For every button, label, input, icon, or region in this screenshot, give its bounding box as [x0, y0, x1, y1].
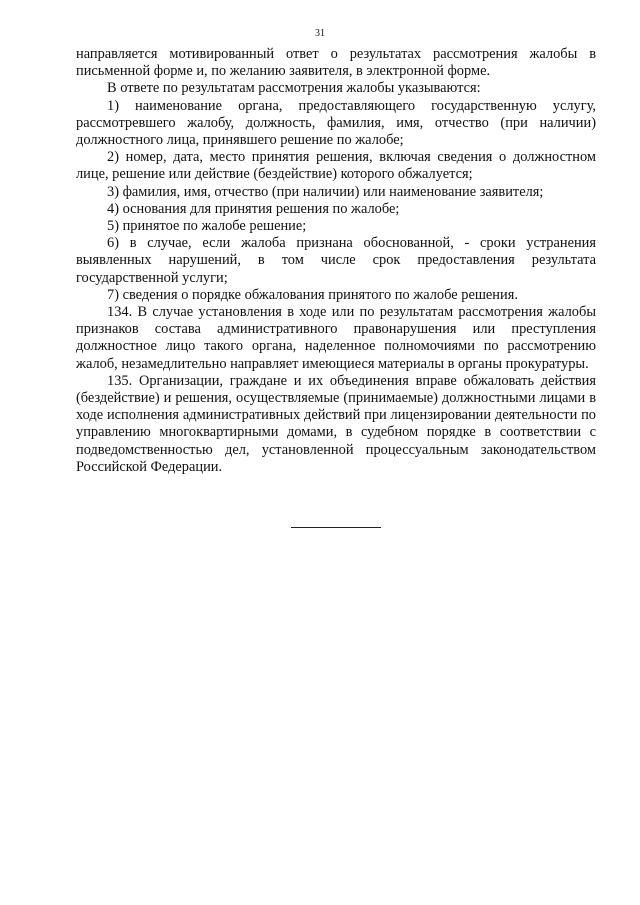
paragraph-response-contents-intro: В ответе по результатам рассмотрения жалобы указываются: [107, 80, 481, 97]
list-item-5: 5) принятое по жалобе решение; [107, 218, 307, 235]
list-item-3: 3) фамилия, имя, отчество (при наличии) или наименование заявителя; [107, 183, 544, 200]
end-separator-line [291, 527, 381, 528]
list-item-1: 1) наименование органа, предоставляющего государственную услугу, рассмотревшего жалобу, должность, фамилия, имя, отчество (при наличии) должностного лица, принявшего решение по жалобе; [76, 97, 596, 149]
list-item-4: 4) основания для принятия решения по жалобе; [107, 200, 400, 217]
list-item-6: 6) в случае, если жалоба признана обоснованной, - сроки устранения выявленных нарушений, в том числе срок предоставления результата государственной услуги; [76, 235, 596, 286]
paragraph-135: 135. Организации, граждане и их объединения вправе обжаловать действия (бездействие) и решения, осуществляемые (принимаемые) должностными лицами в ходе исполнения административных действий при лицензировании деятельности по управлению многоквартирными домами, в судебном порядке в соответствии с подведомственностью дел, установленной процессуальным законодательством Российской Федерации. [76, 372, 596, 475]
list-item-2: 2) номер, дата, место принятия решения, включая сведения о должностном лице, решение или действие (бездействие) которого обжалуется; [76, 149, 596, 183]
document-body [76, 46, 596, 476]
page-number: 31 [315, 28, 325, 39]
paragraph-response-continuation: направляется мотивированный ответ о результатах рассмотрения жалобы в письменной форме и, по желанию заявителя, в электронной форме. [76, 46, 596, 80]
paragraph-134: 134. В случае установления в ходе или по результатам рассмотрения жалобы признаков состава административного правонарушения или преступления должностное лицо такого органа, наделенное полномочиями по рассмотрению жалоб, незамедлительно направляет имеющиеся материалы в органы прокуратуры. [76, 304, 596, 372]
list-item-7: 7) сведения о порядке обжалования принятого по жалобе решения. [107, 286, 518, 303]
